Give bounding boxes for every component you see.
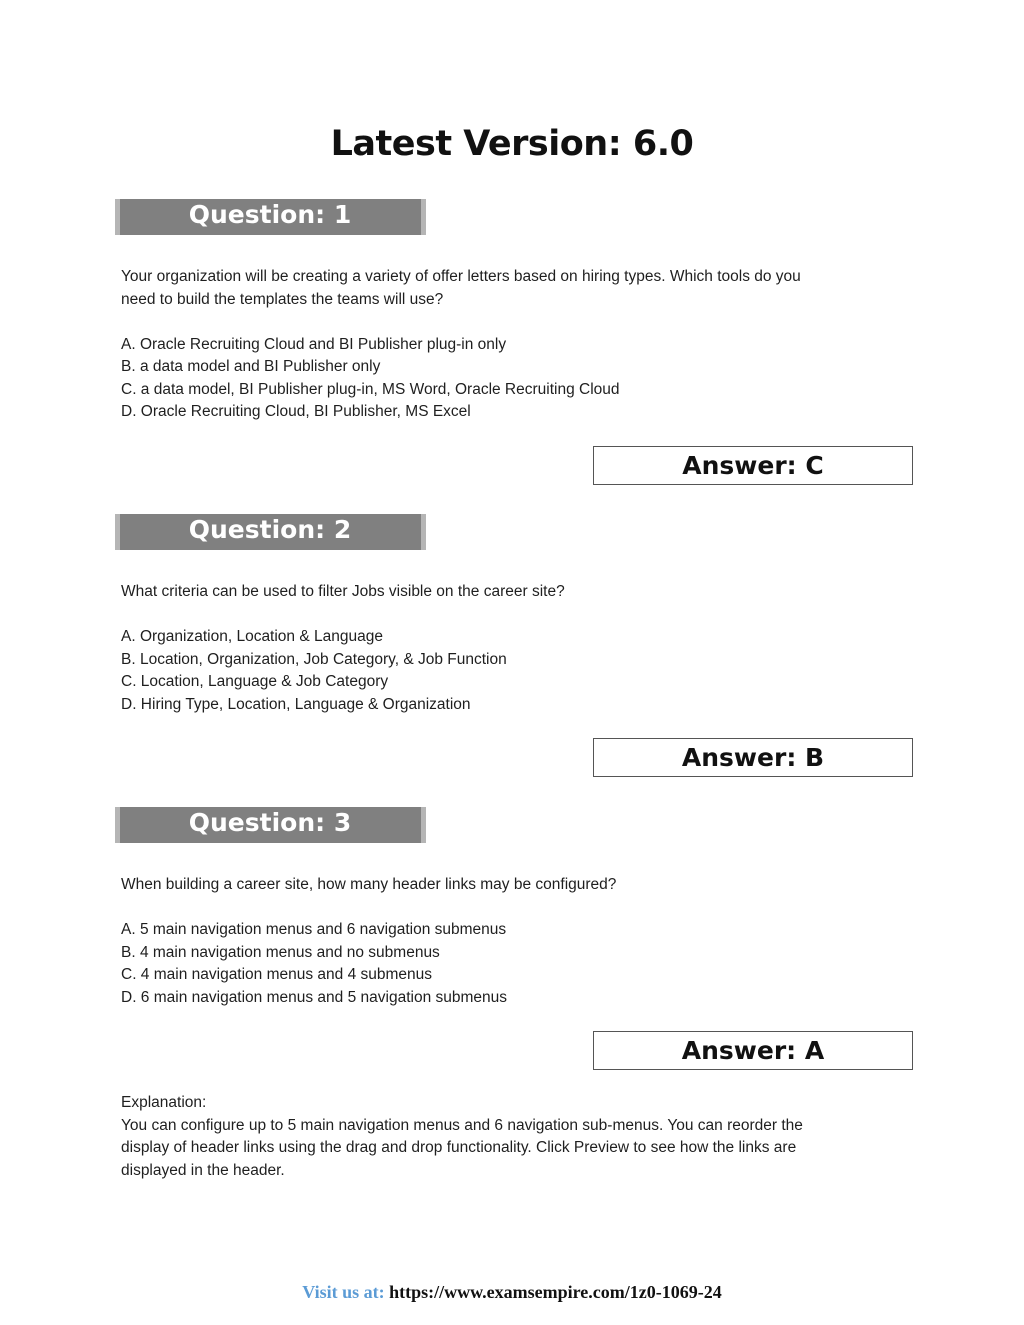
explanation-line: displayed in the header. <box>121 1161 285 1179</box>
explanation-line: You can configure up to 5 main navigation menus and 6 navigation sub-menus. You can reorder the <box>121 1116 803 1134</box>
question-text-line: What criteria can be used to filter Jobs visible on the career site? <box>121 583 565 600</box>
option-d: D. Hiring Type, Location, Language & Organization <box>121 695 471 713</box>
question-text-line: Your organization will be creating a variety of offer letters based on hiring types. Which tools do you <box>121 268 801 285</box>
explanation-line: display of header links using the drag and drop functionality. Click Preview to see how the links are <box>121 1139 797 1156</box>
page-title: Latest Version: 6.0 <box>330 124 694 164</box>
question-body-2 <box>121 581 901 716</box>
question-header-label: Question: 3 <box>188 808 352 837</box>
option-a: A. Oracle Recruiting Cloud and BI Publisher plug-in only <box>121 335 507 353</box>
answer-box-3: Answer: A <box>593 1031 913 1070</box>
option-d: D. Oracle Recruiting Cloud, BI Publisher, MS Excel <box>121 403 471 420</box>
question-body-1 <box>121 266 901 424</box>
question-text-line: need to build the templates the teams will use? <box>121 290 444 308</box>
footer-url-link[interactable]: https://www.examsempire.com/1z0-1069-24 <box>389 1282 722 1302</box>
question-header-2 <box>115 514 426 550</box>
question-header-label: Question: 2 <box>188 515 352 544</box>
question-header-label: Question: 1 <box>188 200 352 229</box>
option-a: A. 5 main navigation menus and 6 navigation submenus <box>121 921 507 938</box>
question-header-1 <box>115 199 426 235</box>
explanation <box>121 1092 901 1182</box>
option-c: C. a data model, BI Publisher plug-in, MS Word, Oracle Recruiting Cloud <box>121 380 620 398</box>
option-d: D. 6 main navigation menus and 5 navigation submenus <box>121 988 508 1006</box>
question-header-3 <box>115 807 426 843</box>
option-b: B. a data model and BI Publisher only <box>121 358 381 375</box>
option-c: C. Location, Language & Job Category <box>121 673 389 690</box>
footer-label: Visit us at: <box>302 1282 385 1302</box>
option-a: A. Organization, Location & Language <box>121 628 383 645</box>
option-b: B. 4 main navigation menus and no submenus <box>121 943 440 961</box>
footer <box>0 1282 1024 1303</box>
answer-box-1: Answer: C <box>593 446 913 485</box>
answer-box-2: Answer: B <box>593 738 913 777</box>
question-text-line: When building a career site, how many header links may be configured? <box>121 876 617 893</box>
option-c: C. 4 main navigation menus and 4 submenus <box>121 966 433 983</box>
option-b: B. Location, Organization, Job Category, & Job Function <box>121 650 507 668</box>
question-body-3 <box>121 874 901 1009</box>
explanation-label: Explanation: <box>121 1094 207 1111</box>
